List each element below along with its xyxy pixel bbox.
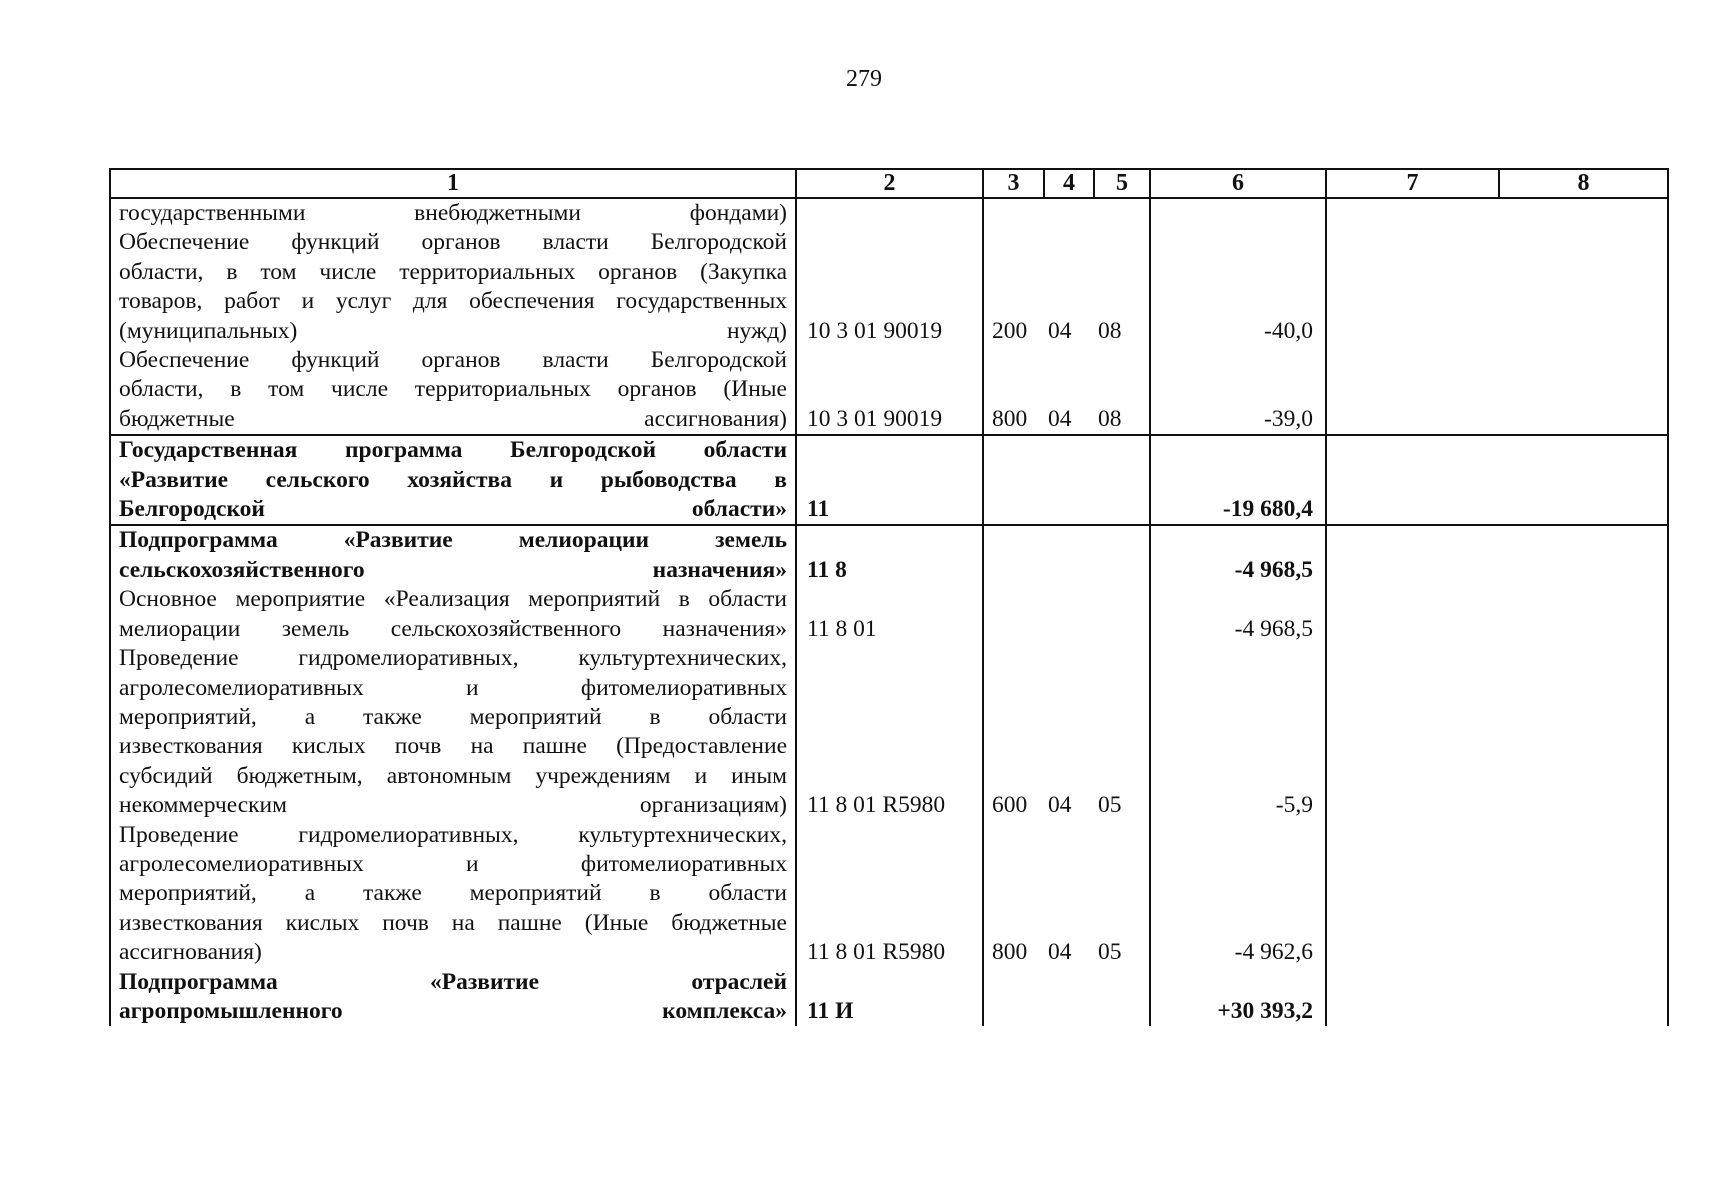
row-classification [983, 968, 1150, 1027]
row-classification [983, 346, 1150, 435]
description-line: бюджетные ассигнования) [119, 405, 787, 432]
row-empty-cells [1326, 525, 1668, 585]
col-header-6: 6 [1150, 169, 1326, 198]
description-line: сельскохозяйственного назначения» [119, 556, 787, 583]
row-amount: -5,9 [1150, 644, 1326, 820]
description-line: Государственная программа Белгородской области [119, 437, 787, 464]
col-header-3: 3 [983, 169, 1044, 198]
row-rz: 04 [1048, 939, 1072, 966]
row-amount [1150, 198, 1326, 228]
row-description [110, 585, 796, 644]
row-pr: 08 [1098, 405, 1122, 432]
row-description [110, 346, 796, 435]
row-pr: 08 [1098, 317, 1122, 344]
row-amount: -19 680,4 [1150, 435, 1326, 525]
row-empty-cells [1326, 821, 1668, 968]
row-amount: +30 393,2 [1150, 968, 1326, 1027]
description-line: субсидий бюджетным, автономным учреждениям и иным [119, 762, 787, 789]
row-empty-cells [1326, 585, 1668, 644]
description-line: Обеспечение функций органов власти Белгородской [119, 229, 787, 256]
row-code: 11 И [796, 968, 983, 1027]
page-number: 279 [846, 66, 882, 92]
budget-table [109, 168, 1669, 1026]
row-classification [983, 228, 1150, 346]
row-code: 11 8 [796, 525, 983, 585]
table-row [110, 821, 1668, 968]
row-classification [983, 435, 1150, 525]
col-header-8: 8 [1499, 169, 1668, 198]
table-row [110, 198, 1668, 228]
row-vr: 600 [992, 792, 1028, 819]
row-vr: 200 [992, 317, 1028, 344]
description-line: государственными внебюджетными фондами) [119, 200, 787, 226]
table-body [110, 198, 1668, 1026]
row-amount: -4 962,6 [1150, 821, 1326, 968]
row-amount: -4 968,5 [1150, 525, 1326, 585]
col-header-5: 5 [1094, 169, 1150, 198]
table-row [110, 435, 1668, 525]
description-line: мероприятий, а также мероприятий в области [119, 703, 787, 730]
row-description [110, 228, 796, 346]
row-code: 10 3 01 90019 [796, 228, 983, 346]
description-line: «Развитие сельского хозяйства и рыбоводства в [119, 466, 787, 493]
description-line: Основное мероприятие «Реализация мероприятий в области [119, 586, 787, 613]
table-row [110, 525, 1668, 585]
row-rz: 04 [1048, 792, 1072, 819]
description-line: Подпрограмма «Развитие отраслей [119, 968, 787, 995]
table-row [110, 585, 1668, 644]
description-line: некоммерческим организациям) [119, 792, 787, 819]
table-row [110, 346, 1668, 435]
row-classification [983, 525, 1150, 585]
row-description [110, 644, 796, 820]
row-classification [983, 644, 1150, 820]
row-description [110, 525, 796, 585]
row-code: 10 3 01 90019 [796, 346, 983, 435]
row-vr: 800 [992, 405, 1028, 432]
row-empty-cells [1326, 435, 1668, 525]
row-empty-cells [1326, 968, 1668, 1027]
row-amount: -39,0 [1150, 346, 1326, 435]
description-line: Проведение гидромелиоративных, культуртехнических, [119, 821, 787, 848]
row-pr: 05 [1098, 792, 1122, 819]
col-header-2: 2 [796, 169, 983, 198]
col-header-7: 7 [1326, 169, 1499, 198]
description-line: агролесомелиоративных и фитомелиоративных [119, 674, 787, 701]
row-classification [983, 585, 1150, 644]
description-line: товаров, работ и услуг для обеспечения государственных [119, 288, 787, 315]
table-row [110, 228, 1668, 346]
description-line: Подпрограмма «Развитие мелиорации земель [119, 527, 787, 554]
row-classification [983, 198, 1150, 228]
description-line: области, в том числе территориальных органов (Иные [119, 376, 787, 403]
description-line: ассигнования) [119, 939, 262, 966]
row-description [110, 435, 796, 525]
description-line: мероприятий, а также мероприятий в области [119, 880, 787, 907]
row-empty-cells [1326, 346, 1668, 435]
row-pr: 05 [1098, 939, 1122, 966]
row-rz: 04 [1048, 405, 1072, 432]
description-line: области, в том числе территориальных органов (Закупка [119, 258, 787, 285]
row-description [110, 198, 796, 228]
col-header-1: 1 [110, 169, 796, 198]
row-code: 11 8 01 R5980 [796, 644, 983, 820]
description-line: мелиорации земель сельскохозяйственного назначения» [119, 615, 787, 642]
col-header-4: 4 [1044, 169, 1094, 198]
description-line: Проведение гидромелиоративных, культуртехнических, [119, 645, 787, 672]
row-amount: -40,0 [1150, 228, 1326, 346]
row-code: 11 8 01 R5980 [796, 821, 983, 968]
description-line: известкования кислых почв на пашне (Иные бюджетные [119, 909, 787, 936]
description-line: известкования кислых почв на пашне (Предоставление [119, 733, 787, 760]
table-row [110, 968, 1668, 1027]
row-empty-cells [1326, 198, 1668, 228]
row-amount: -4 968,5 [1150, 585, 1326, 644]
row-classification [983, 821, 1150, 968]
row-rz: 04 [1048, 317, 1072, 344]
row-empty-cells [1326, 228, 1668, 346]
row-code: 11 [796, 435, 983, 525]
row-code: 11 8 01 [796, 585, 983, 644]
row-code [796, 198, 983, 228]
description-line: агропромышленного комплекса» [119, 997, 787, 1024]
row-vr: 800 [992, 939, 1028, 966]
row-description [110, 821, 796, 968]
row-description [110, 968, 796, 1027]
table-row [110, 644, 1668, 820]
table-header-row [110, 169, 1668, 198]
description-line: (муниципальных) нужд) [119, 317, 787, 344]
description-line: Обеспечение функций органов власти Белгородской [119, 347, 787, 374]
description-line: Белгородской области» [119, 496, 787, 523]
row-empty-cells [1326, 644, 1668, 820]
description-line: агролесомелиоративных и фитомелиоративных [119, 850, 787, 877]
